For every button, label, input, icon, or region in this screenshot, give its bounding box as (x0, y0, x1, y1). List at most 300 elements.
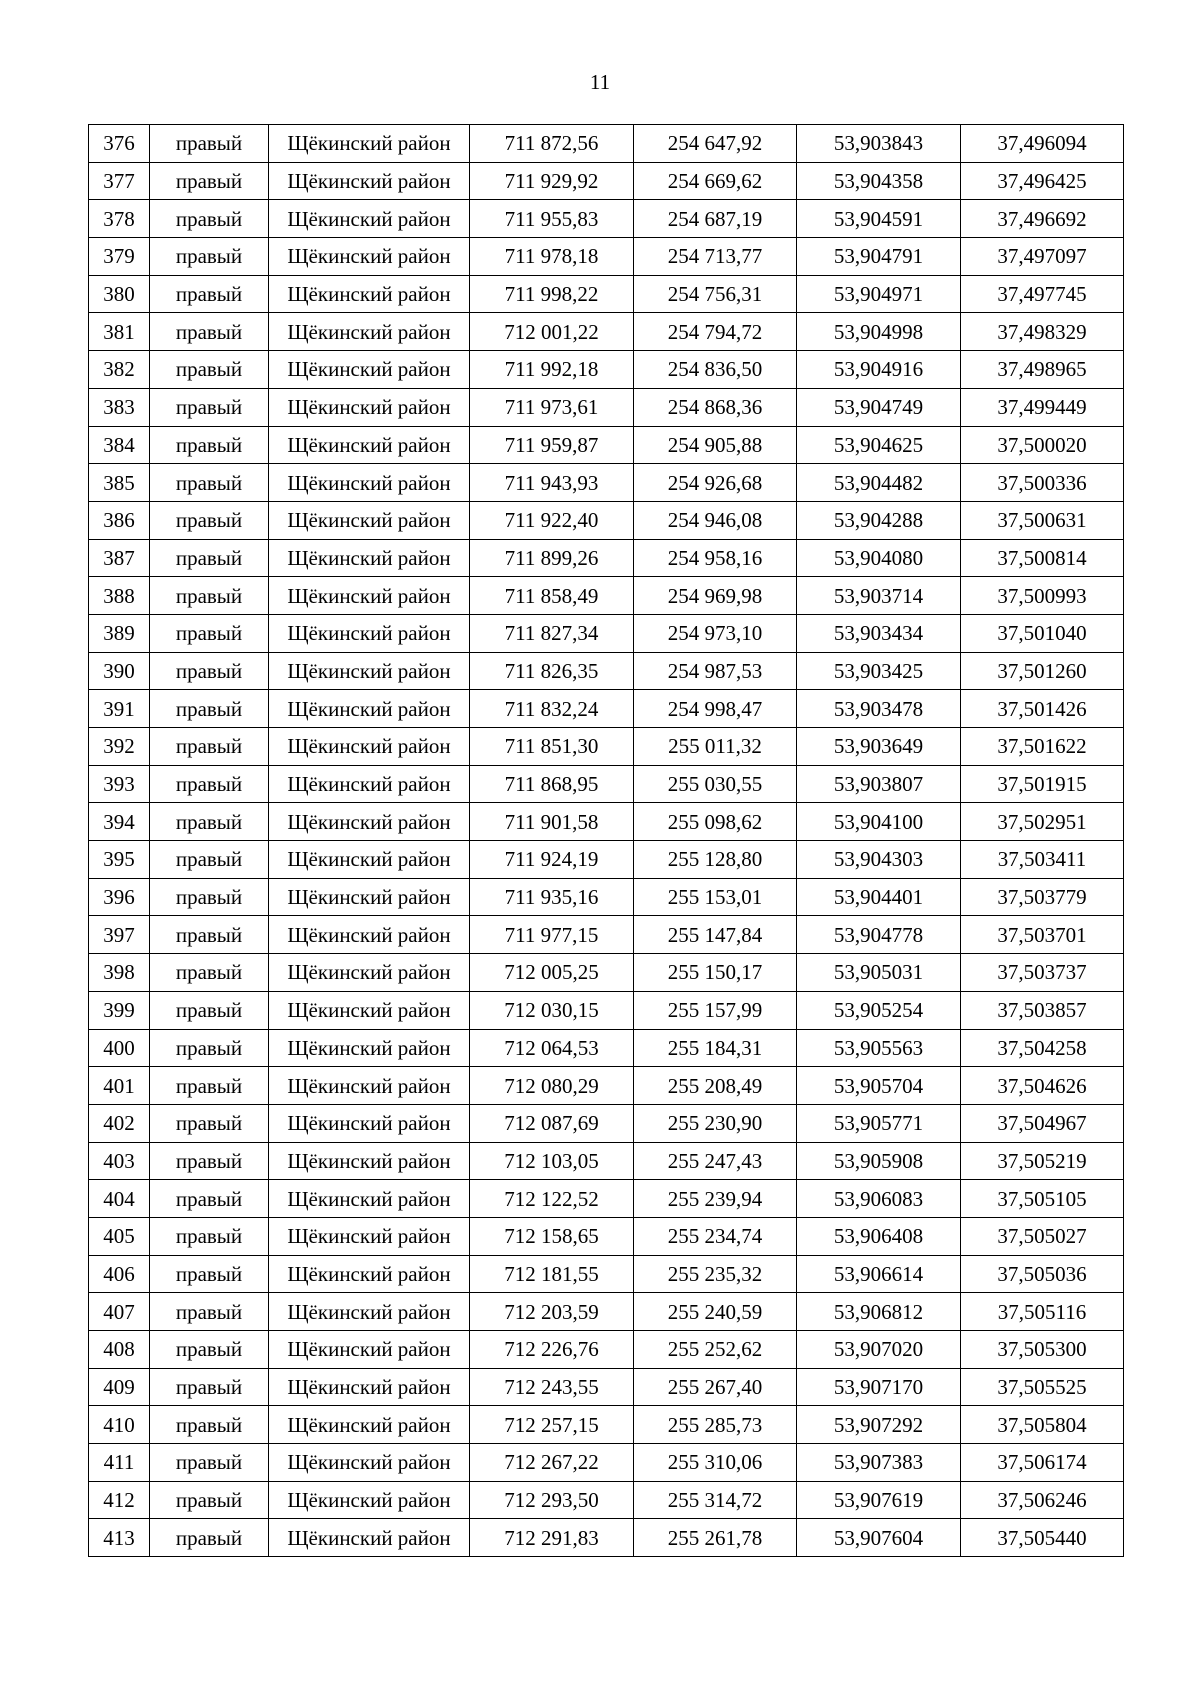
longitude-cell: 37,497745 (961, 275, 1124, 313)
latitude-cell: 53,905908 (797, 1142, 961, 1180)
district-cell: Щёкинский район (269, 916, 470, 954)
longitude-cell: 37,497097 (961, 238, 1124, 276)
point-number-cell: 409 (89, 1368, 150, 1406)
bank-side-cell: правый (150, 1104, 269, 1142)
district-cell: Щёкинский район (269, 728, 470, 766)
district-cell: Щёкинский район (269, 464, 470, 502)
point-number-cell: 391 (89, 690, 150, 728)
x-coordinate-cell: 711 992,18 (470, 351, 634, 389)
point-number-cell: 396 (89, 878, 150, 916)
district-cell: Щёкинский район (269, 539, 470, 577)
y-coordinate-cell: 254 926,68 (634, 464, 797, 502)
point-number-cell: 398 (89, 954, 150, 992)
y-coordinate-cell: 255 157,99 (634, 991, 797, 1029)
district-cell: Щёкинский район (269, 1180, 470, 1218)
x-coordinate-cell: 711 955,83 (470, 200, 634, 238)
latitude-cell: 53,904998 (797, 313, 961, 351)
y-coordinate-cell: 255 128,80 (634, 841, 797, 879)
table-row (89, 200, 1124, 238)
longitude-cell: 37,496094 (961, 125, 1124, 163)
latitude-cell: 53,906812 (797, 1293, 961, 1331)
longitude-cell: 37,500336 (961, 464, 1124, 502)
point-number-cell: 388 (89, 577, 150, 615)
point-number-cell: 403 (89, 1142, 150, 1180)
table-row (89, 954, 1124, 992)
longitude-cell: 37,502951 (961, 803, 1124, 841)
latitude-cell: 53,903649 (797, 728, 961, 766)
x-coordinate-cell: 712 158,65 (470, 1217, 634, 1255)
point-number-cell: 405 (89, 1217, 150, 1255)
y-coordinate-cell: 254 946,08 (634, 501, 797, 539)
x-coordinate-cell: 711 899,26 (470, 539, 634, 577)
table-row (89, 464, 1124, 502)
table-row (89, 275, 1124, 313)
table-row (89, 162, 1124, 200)
y-coordinate-cell: 255 011,32 (634, 728, 797, 766)
point-number-cell: 395 (89, 841, 150, 879)
bank-side-cell: правый (150, 313, 269, 351)
bank-side-cell: правый (150, 954, 269, 992)
point-number-cell: 385 (89, 464, 150, 502)
y-coordinate-cell: 255 030,55 (634, 765, 797, 803)
point-number-cell: 413 (89, 1519, 150, 1557)
bank-side-cell: правый (150, 351, 269, 389)
bank-side-cell: правый (150, 614, 269, 652)
table-row (89, 1406, 1124, 1444)
point-number-cell: 410 (89, 1406, 150, 1444)
x-coordinate-cell: 711 978,18 (470, 238, 634, 276)
point-number-cell: 387 (89, 539, 150, 577)
point-number-cell: 406 (89, 1255, 150, 1293)
x-coordinate-cell: 712 226,76 (470, 1331, 634, 1369)
table-row (89, 351, 1124, 389)
point-number-cell: 383 (89, 388, 150, 426)
table-row (89, 1180, 1124, 1218)
longitude-cell: 37,505525 (961, 1368, 1124, 1406)
y-coordinate-cell: 254 969,98 (634, 577, 797, 615)
x-coordinate-cell: 712 122,52 (470, 1180, 634, 1218)
y-coordinate-cell: 255 240,59 (634, 1293, 797, 1331)
district-cell: Щёкинский район (269, 313, 470, 351)
x-coordinate-cell: 711 973,61 (470, 388, 634, 426)
latitude-cell: 53,904778 (797, 916, 961, 954)
latitude-cell: 53,905704 (797, 1067, 961, 1105)
longitude-cell: 37,503737 (961, 954, 1124, 992)
table-row (89, 388, 1124, 426)
district-cell: Щёкинский район (269, 1255, 470, 1293)
table-row (89, 614, 1124, 652)
point-number-cell: 384 (89, 426, 150, 464)
y-coordinate-cell: 255 150,17 (634, 954, 797, 992)
y-coordinate-cell: 255 252,62 (634, 1331, 797, 1369)
y-coordinate-cell: 255 098,62 (634, 803, 797, 841)
district-cell: Щёкинский район (269, 690, 470, 728)
x-coordinate-cell: 712 064,53 (470, 1029, 634, 1067)
point-number-cell: 382 (89, 351, 150, 389)
bank-side-cell: правый (150, 1331, 269, 1369)
y-coordinate-cell: 255 147,84 (634, 916, 797, 954)
latitude-cell: 53,904303 (797, 841, 961, 879)
point-number-cell: 377 (89, 162, 150, 200)
x-coordinate-cell: 711 935,16 (470, 878, 634, 916)
x-coordinate-cell: 712 243,55 (470, 1368, 634, 1406)
district-cell: Щёкинский район (269, 1067, 470, 1105)
coordinates-table (88, 124, 1124, 1557)
longitude-cell: 37,505036 (961, 1255, 1124, 1293)
latitude-cell: 53,907020 (797, 1331, 961, 1369)
y-coordinate-cell: 254 647,92 (634, 125, 797, 163)
district-cell: Щёкинский район (269, 125, 470, 163)
x-coordinate-cell: 712 257,15 (470, 1406, 634, 1444)
longitude-cell: 37,499449 (961, 388, 1124, 426)
table-row (89, 539, 1124, 577)
x-coordinate-cell: 712 087,69 (470, 1104, 634, 1142)
longitude-cell: 37,503411 (961, 841, 1124, 879)
bank-side-cell: правый (150, 765, 269, 803)
district-cell: Щёкинский район (269, 1406, 470, 1444)
longitude-cell: 37,505116 (961, 1293, 1124, 1331)
latitude-cell: 53,904625 (797, 426, 961, 464)
y-coordinate-cell: 255 314,72 (634, 1481, 797, 1519)
bank-side-cell: правый (150, 1481, 269, 1519)
y-coordinate-cell: 254 669,62 (634, 162, 797, 200)
point-number-cell: 394 (89, 803, 150, 841)
district-cell: Щёкинский район (269, 1444, 470, 1482)
table-row (89, 652, 1124, 690)
table-row (89, 841, 1124, 879)
table-row (89, 690, 1124, 728)
latitude-cell: 53,903843 (797, 125, 961, 163)
x-coordinate-cell: 711 943,93 (470, 464, 634, 502)
x-coordinate-cell: 711 872,56 (470, 125, 634, 163)
district-cell: Щёкинский район (269, 162, 470, 200)
longitude-cell: 37,498965 (961, 351, 1124, 389)
x-coordinate-cell: 712 080,29 (470, 1067, 634, 1105)
latitude-cell: 53,906083 (797, 1180, 961, 1218)
district-cell: Щёкинский район (269, 1217, 470, 1255)
latitude-cell: 53,904288 (797, 501, 961, 539)
latitude-cell: 53,907619 (797, 1481, 961, 1519)
bank-side-cell: правый (150, 426, 269, 464)
longitude-cell: 37,505300 (961, 1331, 1124, 1369)
point-number-cell: 404 (89, 1180, 150, 1218)
x-coordinate-cell: 711 827,34 (470, 614, 634, 652)
point-number-cell: 392 (89, 728, 150, 766)
longitude-cell: 37,500814 (961, 539, 1124, 577)
table-row (89, 1029, 1124, 1067)
table-row (89, 577, 1124, 615)
y-coordinate-cell: 254 868,36 (634, 388, 797, 426)
district-cell: Щёкинский район (269, 200, 470, 238)
table-row (89, 1104, 1124, 1142)
latitude-cell: 53,904591 (797, 200, 961, 238)
y-coordinate-cell: 255 184,31 (634, 1029, 797, 1067)
longitude-cell: 37,496425 (961, 162, 1124, 200)
district-cell: Щёкинский район (269, 1104, 470, 1142)
y-coordinate-cell: 255 267,40 (634, 1368, 797, 1406)
district-cell: Щёкинский район (269, 1368, 470, 1406)
table-row (89, 765, 1124, 803)
x-coordinate-cell: 712 181,55 (470, 1255, 634, 1293)
latitude-cell: 53,904971 (797, 275, 961, 313)
bank-side-cell: правый (150, 539, 269, 577)
y-coordinate-cell: 255 247,43 (634, 1142, 797, 1180)
latitude-cell: 53,904791 (797, 238, 961, 276)
x-coordinate-cell: 712 293,50 (470, 1481, 634, 1519)
x-coordinate-cell: 711 826,35 (470, 652, 634, 690)
longitude-cell: 37,506174 (961, 1444, 1124, 1482)
x-coordinate-cell: 711 858,49 (470, 577, 634, 615)
district-cell: Щёкинский район (269, 878, 470, 916)
y-coordinate-cell: 254 998,47 (634, 690, 797, 728)
table-row (89, 878, 1124, 916)
district-cell: Щёкинский район (269, 1142, 470, 1180)
bank-side-cell: правый (150, 1029, 269, 1067)
latitude-cell: 53,905031 (797, 954, 961, 992)
point-number-cell: 381 (89, 313, 150, 351)
point-number-cell: 380 (89, 275, 150, 313)
y-coordinate-cell: 254 756,31 (634, 275, 797, 313)
table-row (89, 1519, 1124, 1557)
district-cell: Щёкинский район (269, 614, 470, 652)
y-coordinate-cell: 255 310,06 (634, 1444, 797, 1482)
x-coordinate-cell: 712 030,15 (470, 991, 634, 1029)
bank-side-cell: правый (150, 1519, 269, 1557)
latitude-cell: 53,903714 (797, 577, 961, 615)
longitude-cell: 37,505804 (961, 1406, 1124, 1444)
latitude-cell: 53,904080 (797, 539, 961, 577)
longitude-cell: 37,498329 (961, 313, 1124, 351)
bank-side-cell: правый (150, 1406, 269, 1444)
district-cell: Щёкинский район (269, 765, 470, 803)
district-cell: Щёкинский район (269, 1481, 470, 1519)
district-cell: Щёкинский район (269, 1519, 470, 1557)
bank-side-cell: правый (150, 728, 269, 766)
y-coordinate-cell: 254 836,50 (634, 351, 797, 389)
district-cell: Щёкинский район (269, 991, 470, 1029)
longitude-cell: 37,504626 (961, 1067, 1124, 1105)
latitude-cell: 53,906614 (797, 1255, 961, 1293)
x-coordinate-cell: 711 977,15 (470, 916, 634, 954)
y-coordinate-cell: 255 235,32 (634, 1255, 797, 1293)
latitude-cell: 53,904749 (797, 388, 961, 426)
latitude-cell: 53,907604 (797, 1519, 961, 1557)
longitude-cell: 37,500993 (961, 577, 1124, 615)
district-cell: Щёкинский район (269, 577, 470, 615)
table-body (89, 125, 1124, 1557)
longitude-cell: 37,501040 (961, 614, 1124, 652)
bank-side-cell: правый (150, 652, 269, 690)
table-row (89, 1217, 1124, 1255)
district-cell: Щёкинский район (269, 275, 470, 313)
y-coordinate-cell: 254 987,53 (634, 652, 797, 690)
table-row (89, 426, 1124, 464)
latitude-cell: 53,905771 (797, 1104, 961, 1142)
y-coordinate-cell: 255 208,49 (634, 1067, 797, 1105)
point-number-cell: 386 (89, 501, 150, 539)
longitude-cell: 37,503857 (961, 991, 1124, 1029)
district-cell: Щёкинский район (269, 501, 470, 539)
point-number-cell: 379 (89, 238, 150, 276)
district-cell: Щёкинский район (269, 841, 470, 879)
point-number-cell: 412 (89, 1481, 150, 1519)
latitude-cell: 53,906408 (797, 1217, 961, 1255)
longitude-cell: 37,501426 (961, 690, 1124, 728)
point-number-cell: 390 (89, 652, 150, 690)
longitude-cell: 37,496692 (961, 200, 1124, 238)
longitude-cell: 37,505440 (961, 1519, 1124, 1557)
bank-side-cell: правый (150, 1293, 269, 1331)
longitude-cell: 37,506246 (961, 1481, 1124, 1519)
district-cell: Щёкинский район (269, 388, 470, 426)
x-coordinate-cell: 711 922,40 (470, 501, 634, 539)
district-cell: Щёкинский район (269, 238, 470, 276)
latitude-cell: 53,904482 (797, 464, 961, 502)
bank-side-cell: правый (150, 1067, 269, 1105)
x-coordinate-cell: 712 267,22 (470, 1444, 634, 1482)
bank-side-cell: правый (150, 464, 269, 502)
bank-side-cell: правый (150, 1217, 269, 1255)
longitude-cell: 37,503701 (961, 916, 1124, 954)
y-coordinate-cell: 254 958,16 (634, 539, 797, 577)
point-number-cell: 397 (89, 916, 150, 954)
point-number-cell: 407 (89, 1293, 150, 1331)
bank-side-cell: правый (150, 501, 269, 539)
table-row (89, 1293, 1124, 1331)
longitude-cell: 37,505027 (961, 1217, 1124, 1255)
bank-side-cell: правый (150, 200, 269, 238)
district-cell: Щёкинский район (269, 426, 470, 464)
table-row (89, 313, 1124, 351)
bank-side-cell: правый (150, 1444, 269, 1482)
table-row (89, 1444, 1124, 1482)
y-coordinate-cell: 254 794,72 (634, 313, 797, 351)
bank-side-cell: правый (150, 841, 269, 879)
table-row (89, 125, 1124, 163)
y-coordinate-cell: 254 973,10 (634, 614, 797, 652)
table-row (89, 916, 1124, 954)
point-number-cell: 411 (89, 1444, 150, 1482)
district-cell: Щёкинский район (269, 1029, 470, 1067)
point-number-cell: 400 (89, 1029, 150, 1067)
district-cell: Щёкинский район (269, 1331, 470, 1369)
y-coordinate-cell: 255 261,78 (634, 1519, 797, 1557)
table-row (89, 991, 1124, 1029)
y-coordinate-cell: 255 230,90 (634, 1104, 797, 1142)
longitude-cell: 37,500631 (961, 501, 1124, 539)
district-cell: Щёкинский район (269, 652, 470, 690)
longitude-cell: 37,505105 (961, 1180, 1124, 1218)
bank-side-cell: правый (150, 125, 269, 163)
bank-side-cell: правый (150, 1255, 269, 1293)
bank-side-cell: правый (150, 690, 269, 728)
point-number-cell: 389 (89, 614, 150, 652)
latitude-cell: 53,903425 (797, 652, 961, 690)
x-coordinate-cell: 711 868,95 (470, 765, 634, 803)
latitude-cell: 53,904916 (797, 351, 961, 389)
longitude-cell: 37,501915 (961, 765, 1124, 803)
x-coordinate-cell: 712 203,59 (470, 1293, 634, 1331)
table-row (89, 728, 1124, 766)
x-coordinate-cell: 711 998,22 (470, 275, 634, 313)
latitude-cell: 53,903807 (797, 765, 961, 803)
table-row (89, 1368, 1124, 1406)
longitude-cell: 37,501622 (961, 728, 1124, 766)
y-coordinate-cell: 254 713,77 (634, 238, 797, 276)
point-number-cell: 378 (89, 200, 150, 238)
bank-side-cell: правый (150, 991, 269, 1029)
bank-side-cell: правый (150, 238, 269, 276)
x-coordinate-cell: 712 001,22 (470, 313, 634, 351)
point-number-cell: 401 (89, 1067, 150, 1105)
y-coordinate-cell: 254 687,19 (634, 200, 797, 238)
table-row (89, 501, 1124, 539)
latitude-cell: 53,907170 (797, 1368, 961, 1406)
bank-side-cell: правый (150, 577, 269, 615)
table-row (89, 1481, 1124, 1519)
table-row (89, 238, 1124, 276)
longitude-cell: 37,504258 (961, 1029, 1124, 1067)
district-cell: Щёкинский район (269, 351, 470, 389)
latitude-cell: 53,905563 (797, 1029, 961, 1067)
bank-side-cell: правый (150, 1142, 269, 1180)
district-cell: Щёкинский район (269, 954, 470, 992)
longitude-cell: 37,503779 (961, 878, 1124, 916)
point-number-cell: 399 (89, 991, 150, 1029)
x-coordinate-cell: 711 929,92 (470, 162, 634, 200)
latitude-cell: 53,907383 (797, 1444, 961, 1482)
y-coordinate-cell: 255 234,74 (634, 1217, 797, 1255)
y-coordinate-cell: 255 153,01 (634, 878, 797, 916)
district-cell: Щёкинский район (269, 803, 470, 841)
latitude-cell: 53,905254 (797, 991, 961, 1029)
table-row (89, 1067, 1124, 1105)
point-number-cell: 402 (89, 1104, 150, 1142)
x-coordinate-cell: 711 851,30 (470, 728, 634, 766)
bank-side-cell: правый (150, 916, 269, 954)
longitude-cell: 37,504967 (961, 1104, 1124, 1142)
point-number-cell: 408 (89, 1331, 150, 1369)
district-cell: Щёкинский район (269, 1293, 470, 1331)
page-number: 11 (589, 70, 611, 94)
latitude-cell: 53,903478 (797, 690, 961, 728)
longitude-cell: 37,505219 (961, 1142, 1124, 1180)
bank-side-cell: правый (150, 388, 269, 426)
x-coordinate-cell: 711 924,19 (470, 841, 634, 879)
latitude-cell: 53,903434 (797, 614, 961, 652)
x-coordinate-cell: 711 901,58 (470, 803, 634, 841)
bank-side-cell: правый (150, 275, 269, 313)
bank-side-cell: правый (150, 162, 269, 200)
x-coordinate-cell: 711 959,87 (470, 426, 634, 464)
longitude-cell: 37,500020 (961, 426, 1124, 464)
table-row (89, 803, 1124, 841)
point-number-cell: 376 (89, 125, 150, 163)
bank-side-cell: правый (150, 878, 269, 916)
longitude-cell: 37,501260 (961, 652, 1124, 690)
x-coordinate-cell: 711 832,24 (470, 690, 634, 728)
bank-side-cell: правый (150, 1368, 269, 1406)
y-coordinate-cell: 255 285,73 (634, 1406, 797, 1444)
y-coordinate-cell: 254 905,88 (634, 426, 797, 464)
bank-side-cell: правый (150, 803, 269, 841)
x-coordinate-cell: 712 291,83 (470, 1519, 634, 1557)
table-row (89, 1331, 1124, 1369)
latitude-cell: 53,904100 (797, 803, 961, 841)
y-coordinate-cell: 255 239,94 (634, 1180, 797, 1218)
x-coordinate-cell: 712 005,25 (470, 954, 634, 992)
table-row (89, 1255, 1124, 1293)
